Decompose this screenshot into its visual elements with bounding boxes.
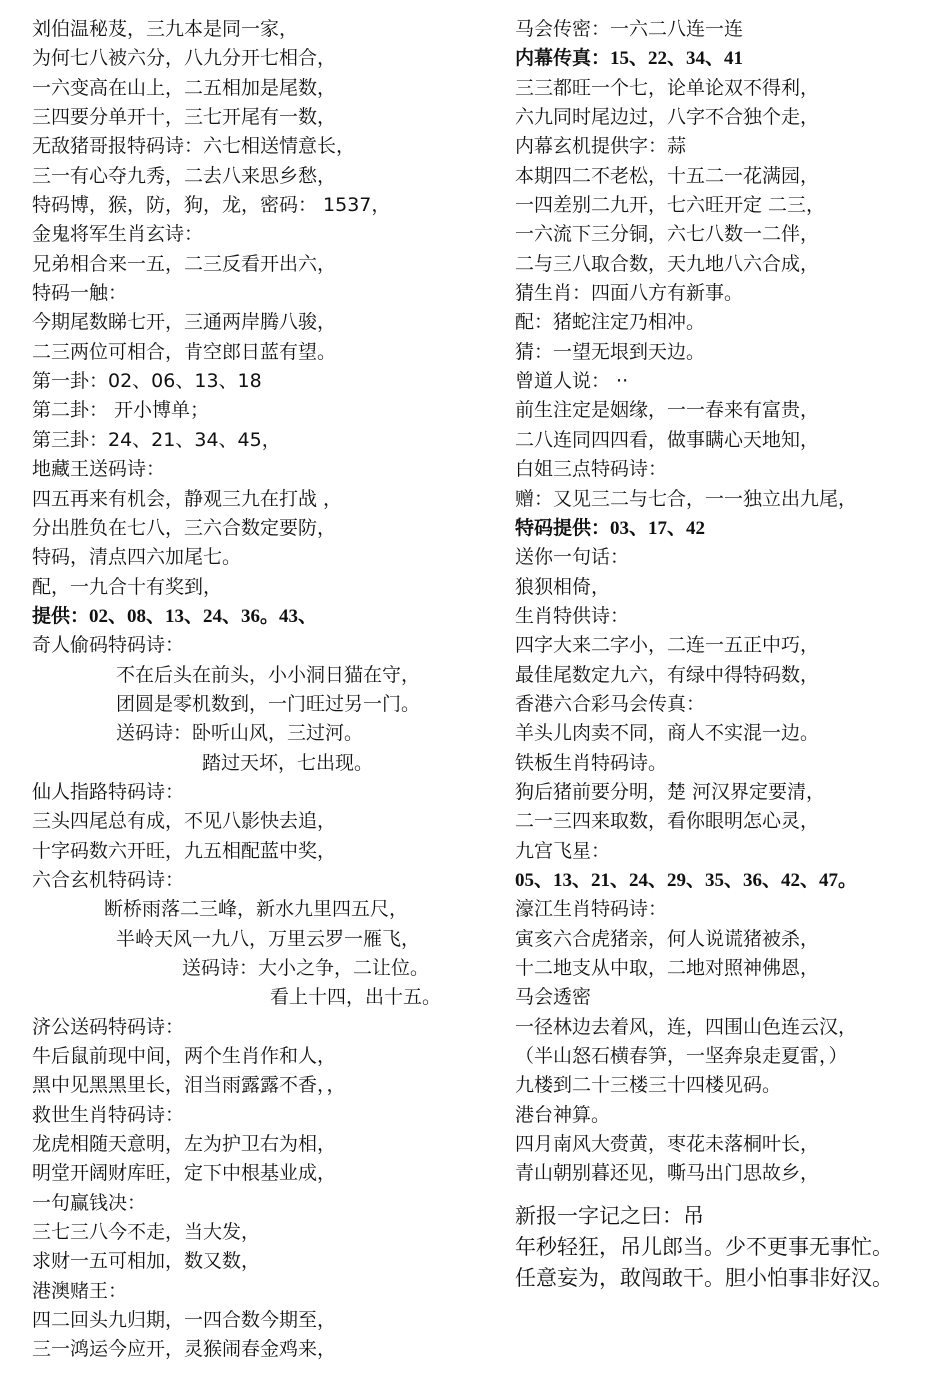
- text-line: 二八连同四四看，做事瞒心天地知，: [515, 428, 820, 451]
- text-line: 踏过天坏，七出现。: [202, 751, 374, 774]
- numbers-line: 提供：02、08、13、24、36。43、: [32, 605, 318, 627]
- numbers-line: 内幕传真：15、22、34、41: [515, 48, 744, 70]
- text-line: 四月南风大赍黄，枣花未落桐叶长，: [515, 1133, 820, 1156]
- text-line: 六九同时尾边过，八字不合独个走，: [515, 106, 820, 129]
- section-heading: 六合玄机特码诗：: [32, 868, 185, 891]
- text-line: 三四要分单开十，三七开尾有一数，: [32, 106, 337, 129]
- text-line: 半岭天风一九八，万里云罗一雁飞，: [116, 927, 421, 950]
- text-line: 黑中见黑黑里长，泪当雨露露不香，，: [32, 1074, 346, 1097]
- text-line: 港台神算。: [515, 1103, 611, 1126]
- spacer: [515, 1189, 925, 1201]
- text-line: 二与三八取合数，天九地八六合成，: [515, 252, 820, 275]
- text-line: 三七三八今不走，当大发，: [32, 1221, 261, 1244]
- numbers-line: 特码提供：03、17、42: [515, 517, 706, 539]
- section-heading: 铁板生肖特码诗。: [515, 751, 668, 774]
- section-heading: 港澳赌王：: [32, 1279, 128, 1302]
- section-heading: 特码一触：: [32, 282, 128, 305]
- text-line: 年秒轻狂，吊儿郎当。少不更事无事忙。: [515, 1234, 893, 1259]
- text-line: 本期四二不老松，十五二一花满园，: [515, 164, 820, 187]
- section-heading: 济公送码特码诗：: [32, 1015, 185, 1038]
- text-line: 二一三四来取数，看你眼明怎心灵，: [515, 810, 820, 833]
- section-heading: 仙人指路特码诗：: [32, 780, 185, 803]
- section-heading: 濠江生肖特码诗：: [515, 898, 668, 921]
- text-line: 分出胜负在七八，三六合数定要防，: [32, 516, 337, 539]
- section-heading: 奇人偷码特码诗：: [32, 634, 185, 657]
- text-line: 断桥雨落二三峰，新水九里四五尺，: [104, 898, 409, 921]
- text-line: 九楼到二十三楼三十四楼见码。: [515, 1074, 782, 1097]
- text-line: 龙虎相随天意明，左为护卫右为相，: [32, 1133, 337, 1156]
- text-line: 寅亥六合虎猪亲，何人说谎猪被杀，: [515, 927, 820, 950]
- newspaper-heading: 新报一字记之曰：吊: [515, 1203, 704, 1228]
- text-line: 三头四尾总有成，不见八影快去追，: [32, 810, 337, 833]
- text-line: 一六变高在山上，二五相加是尾数，: [32, 76, 337, 99]
- section-heading: 救世生肖特码诗：: [32, 1103, 185, 1126]
- text-line: 三一鸿运今应开，灵猴闹春金鸡来，: [32, 1338, 337, 1361]
- section-heading: 地藏王送码诗：: [32, 458, 166, 481]
- text-line: 为何七八被六分，八九分开七相合，: [32, 47, 337, 70]
- text-line: 牛后鼠前现中间，两个生肖作和人，: [32, 1045, 337, 1068]
- section-heading: 曾道人说： ··: [515, 370, 629, 393]
- text-line: 十二地支从中取，二地对照神佛恩，: [515, 957, 820, 979]
- text-line: 团圆是零机数到，一门旺过另一门。: [116, 692, 421, 715]
- text-line: 不在后头在前头，小小洞日猫在守，: [116, 663, 421, 686]
- text-line: 第三卦：24、21、34、45，: [32, 428, 281, 451]
- text-line: 三一有心夺九秀，二去八来思乡愁，: [32, 164, 337, 187]
- text-line: 特码博，猴，防，狗，龙，密码： 1537，: [32, 194, 391, 217]
- text-line: 刘伯温秘芨，三九本是同一家，: [32, 18, 299, 40]
- text-line: 一径林边去着风，连，四围山色连云汉，: [515, 1015, 858, 1038]
- right-column: [515, 15, 925, 1294]
- text-line: 无敌猪哥报特码诗：六七相送情意长，: [32, 135, 356, 158]
- text-line: 狗后猪前要分明，楚 河汉界定要清，: [515, 780, 826, 803]
- text-line: 第二卦： 开小博单；: [32, 399, 210, 422]
- text-line: 送码诗：卧听山风，三过河。: [116, 722, 364, 745]
- text-line: 猜：一望无垠到天边。: [515, 340, 706, 363]
- text-line: 明堂开阔财库旺，定下中根基业成，: [32, 1162, 337, 1185]
- text-line: 二三两位可相合，肯空郎日蓝有望。: [32, 340, 337, 363]
- section-heading: 九宫飞星：: [515, 839, 611, 862]
- text-line: 送码诗：大小之争，二让位。: [182, 957, 430, 979]
- text-line: 马会传密：一六二八连一连: [515, 18, 744, 40]
- section-heading: 马会透密: [515, 986, 592, 1009]
- text-line: 内幕玄机提供字：蒜: [515, 135, 687, 158]
- section-heading: 一句赢钱决：: [32, 1191, 147, 1214]
- text-line: 猜生肖：四面八方有新事。: [515, 282, 744, 305]
- text-line: 特码，清点四六加尾七。: [32, 546, 242, 569]
- text-line: 配：猪蛇注定乃相冲。: [515, 311, 706, 334]
- text-line: （半山怒石横春笋，一坚奔泉走夏雷，）: [515, 1045, 848, 1068]
- text-line: 兄弟相合来一五，二三反看开出六，: [32, 252, 337, 275]
- text-line: 任意妄为，敢闯敢干。胆小怕事非好汉。: [515, 1265, 893, 1290]
- text-line: 今期尾数睇七开，三通两岸腾八骏，: [32, 311, 337, 334]
- text-line: 配，一九合十有奖到，: [32, 575, 223, 598]
- text-line: 三三都旺一个七，论单论双不得利，: [515, 76, 820, 99]
- text-line: 最佳尾数定九六，有绿中得特码数，: [515, 663, 820, 686]
- text-line: 羊头儿肉卖不同，商人不实混一边。: [515, 722, 820, 745]
- text-line: 一六流下三分铜，六七八数一二伴，: [515, 223, 820, 246]
- numbers-line: 05、13、21、24、29、35、36、42、47。: [515, 869, 858, 891]
- text-line: 求财一五可相加，数又数，: [32, 1250, 261, 1273]
- text-line: 看上十四，出十五。: [270, 986, 442, 1009]
- section-heading: 金鬼将军生肖玄诗：: [32, 223, 204, 246]
- text-line: 前生注定是姻缘，一一春来有富贵，: [515, 399, 820, 422]
- text-line: 十字码数六开旺，九五相配蓝中奖，: [32, 839, 337, 862]
- text-line: 一四差别二九开，七六旺开定 二三，: [515, 194, 826, 217]
- text-line: 赠：又见三二与七合，一一独立出九尾，: [515, 487, 858, 510]
- text-line: 青山朝别暮还见，嘶马出门思故乡，: [515, 1162, 820, 1185]
- text-line: 四字大来二字小，二连一五正中巧，: [515, 634, 820, 657]
- text-line: 四五再来有机会，静观三九在打战 ，: [32, 487, 343, 510]
- section-heading: 送你一句话：: [515, 546, 630, 569]
- section-heading: 白姐三点特码诗：: [515, 458, 668, 481]
- text-line: 第一卦：02、06、13、18: [32, 370, 262, 393]
- section-heading: 香港六合彩马会传真：: [515, 692, 706, 715]
- section-heading: 生肖特供诗：: [515, 604, 630, 627]
- left-column: [32, 15, 487, 1365]
- text-line: 四二回头九归期，一四合数今期至，: [32, 1309, 337, 1332]
- text-line: 狼狈相倚，: [515, 575, 611, 598]
